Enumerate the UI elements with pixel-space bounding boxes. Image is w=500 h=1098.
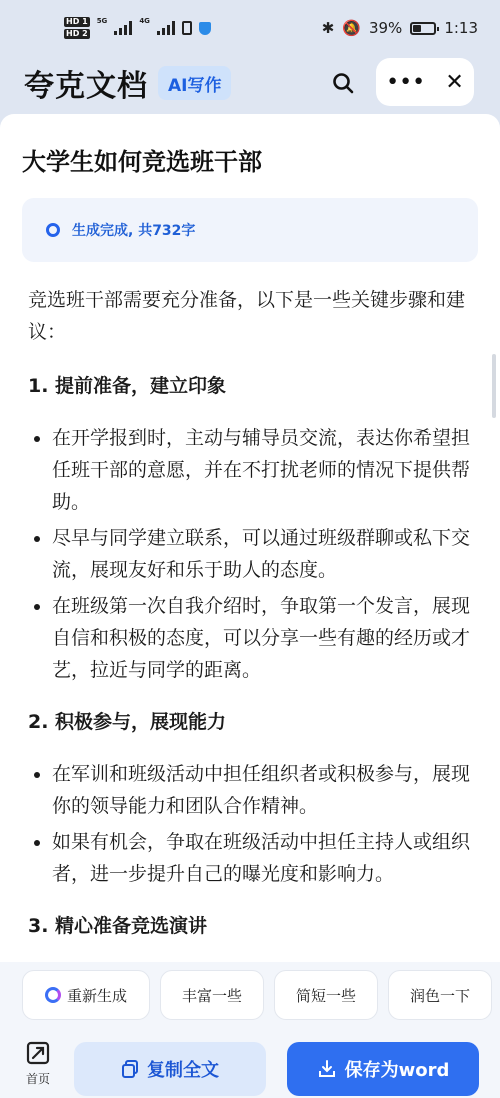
shorten-button[interactable]: [274, 970, 378, 1020]
generation-status: [22, 198, 478, 262]
regenerate-button[interactable]: [22, 970, 150, 1020]
ai-writing-badge[interactable]: AI写作: [158, 66, 231, 100]
list-item: 在班级第一次自我介绍时，争取第一个发言，展现自信和积极的态度，可以分享一些有趣的经历或才艺，拉近与同学的距离。: [28, 590, 476, 686]
battery-icon: [410, 22, 436, 35]
app-header: [0, 56, 500, 110]
chip-label: 简短一些: [295, 986, 356, 1005]
generation-status-text: 生成完成, 共732字: [72, 223, 196, 239]
suggestion-chips: [0, 962, 500, 1028]
bottom-bar: [0, 1028, 500, 1098]
chip-label: 丰富一些: [181, 986, 242, 1005]
status-right: [322, 19, 478, 37]
clock: 1:13: [444, 19, 478, 37]
section-heading: 2. 积极参与，展现能力: [28, 711, 227, 733]
section-heading: 3. 精心准备竞选演讲: [28, 915, 208, 937]
list-item: 尽早与同学建立联系，可以通过班级群聊或私下交流，展现友好和乐于助人的态度。: [28, 522, 476, 586]
app-title: 夸克文档: [24, 69, 148, 104]
polish-button[interactable]: [388, 970, 492, 1020]
bluetooth-icon: ✱: [321, 19, 335, 37]
hd2-label: HD 2: [66, 29, 88, 38]
save-label: 保存为word: [344, 1060, 450, 1081]
status-left: [64, 17, 211, 39]
copy-all-button[interactable]: [74, 1042, 266, 1096]
signal-icon: [114, 21, 132, 35]
list-item: 在开学报到时，主动与辅导员交流，表达你希望担任班干部的意愿，并在不打扰老师的情况下提供帮助。: [28, 422, 476, 518]
battery-percent: 39%: [368, 19, 403, 37]
intro-paragraph: 竞选班干部需要充分准备，以下是一些关键步骤和建议：: [28, 289, 466, 343]
shield-icon: [199, 22, 211, 35]
status-bar: [0, 0, 500, 56]
chip-label: 润色一下: [409, 986, 470, 1005]
section-heading: 1. 提前准备，建立印象: [28, 375, 227, 397]
copy-label: 复制全文: [147, 1060, 219, 1081]
enrich-button[interactable]: [160, 970, 264, 1020]
regenerate-icon: [45, 987, 61, 1003]
battery-fill: [413, 25, 421, 32]
home-label: 首页: [25, 1071, 50, 1086]
search-icon[interactable]: [326, 66, 360, 100]
home-button[interactable]: [0, 1040, 76, 1087]
chip-label: 重新生成: [66, 986, 127, 1005]
net1-label: 5G: [96, 17, 108, 25]
header-action-pill: [376, 58, 474, 106]
section-bullets: [28, 422, 476, 686]
status-ring-icon: [46, 223, 60, 237]
sim-icon: [182, 21, 192, 35]
mute-bell-icon: 🔕: [342, 19, 361, 37]
list-item: 在军训和班级活动中担任组织者或积极参与，展现你的领导能力和团队合作精神。: [28, 758, 476, 822]
download-icon: [317, 1059, 337, 1079]
close-icon[interactable]: ✕: [445, 69, 464, 95]
scrollbar[interactable]: [492, 354, 496, 418]
document-content: [28, 284, 476, 962]
more-icon[interactable]: •••: [386, 69, 426, 95]
home-icon: [25, 1040, 51, 1066]
document-card: [0, 114, 500, 964]
section-bullets: [28, 758, 476, 890]
signal-icon-2: [157, 21, 175, 35]
list-item: 如果有机会，争取在班级活动中担任主持人或组织者，进一步提升自己的曝光度和影响力。: [28, 826, 476, 890]
copy-icon: [121, 1060, 139, 1078]
save-as-word-button[interactable]: [287, 1042, 479, 1096]
net2-label: 4G: [139, 17, 150, 25]
hd-indicator: [64, 17, 90, 39]
document-title: 大学生如何竞选班干部: [22, 148, 262, 176]
hd1-label: HD 1: [66, 17, 88, 26]
